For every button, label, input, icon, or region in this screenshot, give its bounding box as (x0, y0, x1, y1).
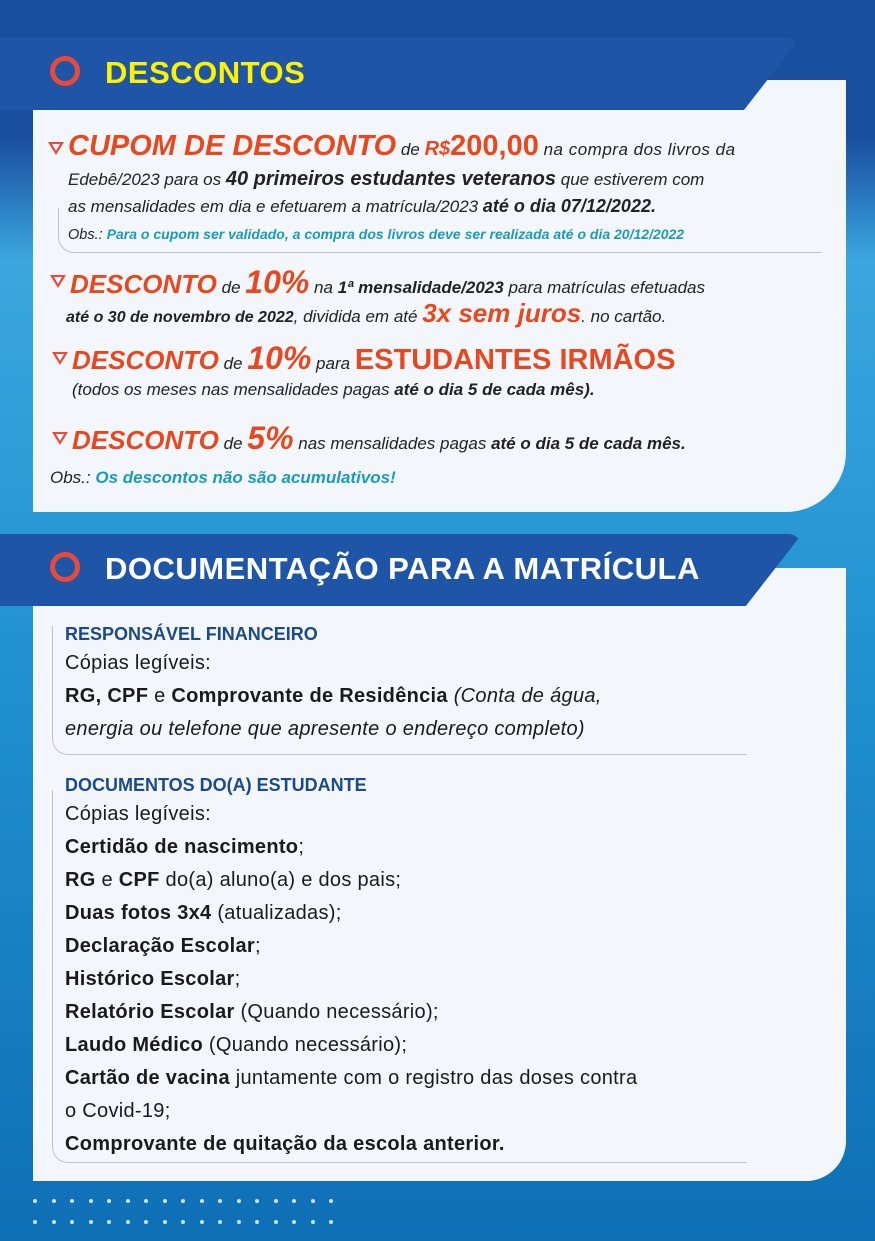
triangle-bullet-icon (52, 432, 68, 445)
cupom-line2a: Edebê/2023 para os (68, 170, 222, 189)
desconto1-line2b: , dividida em até (293, 307, 418, 326)
desconto2-line2b: até o dia 5 de cada mês). (394, 380, 595, 399)
desconto1-pct: 10% (245, 264, 310, 300)
desconto3-de: de (223, 434, 243, 453)
desconto2-line-2 (72, 380, 595, 400)
desconto1-date: até o 30 de novembro de 2022 (66, 309, 294, 326)
doc-item-bold: Duas fotos 3x4 (65, 902, 212, 924)
desconto2-label: DESCONTO (72, 345, 219, 375)
responsavel-heading: RESPONSÁVEL FINANCEIRO (65, 624, 318, 644)
doc-item-historico (65, 968, 240, 991)
cupom-line-2 (68, 168, 704, 191)
cupom-rest1: na compra dos livros da (543, 140, 736, 159)
doc-item-rg-cpf (65, 869, 401, 892)
doc-item-bold: Relatório Escolar (65, 1001, 235, 1023)
divider-curve (58, 208, 822, 253)
desconto1-na: na (314, 278, 333, 297)
desconto3-line (72, 420, 686, 457)
doc-item-mid: e (101, 869, 113, 891)
cupom-veteranos: 40 primeiros estudantes veteranos (225, 168, 556, 190)
cupom-line3a: as mensalidades em dia e efetuarem a matrícula/2023 (68, 197, 479, 216)
descontos-obs-label: Obs.: (50, 468, 91, 487)
responsavel-paren2: energia ou telefone que apresente o endereço completo) (65, 718, 585, 740)
doc-item-rest: o Covid-19; (65, 1100, 171, 1122)
doc-item-rest: ; (298, 836, 305, 858)
desconto1-line-1 (70, 264, 705, 301)
doc-item-laudo (65, 1034, 407, 1057)
documentacao-title: DOCUMENTAÇÃO PARA A MATRÍCULA (105, 551, 700, 586)
doc-item-rest: do(a) aluno(a) e dos pais; (165, 869, 402, 891)
desconto2-para: para (316, 354, 351, 373)
responsavel-rg: RG, CPF (65, 685, 149, 707)
doc-item-rest: ; (254, 935, 261, 957)
doc-item-rest: (atualizadas); (217, 902, 342, 924)
doc-item-rest: ; (234, 968, 241, 990)
circle-icon (50, 552, 80, 582)
cupom-line-1 (68, 130, 736, 163)
doc-item-fotos (65, 902, 342, 925)
doc-item-quitacao (65, 1133, 505, 1156)
desconto3-rest2: até o dia 5 de cada mês. (491, 434, 686, 453)
desconto3-pct: 5% (247, 420, 294, 456)
desconto2-irmaos: ESTUDANTES IRMÃOS (354, 344, 676, 376)
desconto3-label: DESCONTO (72, 425, 219, 455)
doc-item-bold: Laudo Médico (65, 1034, 204, 1056)
doc-item-relatorio (65, 1001, 439, 1024)
cupom-line2c: que estiverem com (560, 170, 705, 189)
decorative-dots-row (33, 1199, 333, 1203)
desconto1-juros: 3x sem juros (422, 298, 582, 328)
desconto1-label: DESCONTO (70, 269, 217, 299)
doc-item-bold: Cartão de vacina (65, 1067, 230, 1089)
cupom-amount: 200,00 (450, 130, 539, 162)
desconto1-rest1: para matrículas efetuadas (508, 278, 705, 297)
triangle-bullet-icon (52, 352, 68, 365)
cupom-obs-label: Obs.: (68, 227, 103, 243)
cupom-deadline: até o dia 07/12/2022. (482, 196, 656, 216)
doc-item-bold: RG (65, 869, 96, 891)
doc-item-bold: Declaração Escolar (65, 935, 255, 957)
responsavel-e: e (154, 685, 166, 707)
desconto2-pct: 10% (247, 340, 312, 376)
responsavel-docs-line-1 (65, 685, 602, 708)
doc-item-rest: (Quando necessário); (208, 1034, 408, 1056)
doc-item-bold2: CPF (118, 869, 160, 891)
responsavel-copias: Cópias legíveis: (65, 652, 211, 674)
doc-item-bold: Certidão de nascimento (65, 836, 299, 858)
decorative-dots-row (33, 1220, 333, 1224)
desconto1-mensalidade: 1ª mensalidade/2023 (337, 278, 504, 297)
descontos-obs-text: Os descontos não são acumulativos! (95, 468, 396, 487)
doc-item-vacina (65, 1067, 637, 1090)
estudante-heading: DOCUMENTOS DO(A) ESTUDANTE (65, 775, 367, 795)
cupom-label: CUPOM DE DESCONTO (68, 130, 397, 162)
doc-item-certidao (65, 836, 304, 859)
doc-item-covid (65, 1100, 171, 1123)
desconto1-line-2 (66, 298, 666, 329)
cupom-de: de (400, 140, 420, 159)
desconto1-de: de (221, 278, 241, 297)
responsavel-comprovante: Comprovante de Residência (171, 685, 448, 707)
desconto2-line2a: (todos os meses nas mensalidades pagas (72, 380, 390, 399)
triangle-bullet-icon (48, 142, 64, 155)
desconto3-rest1: nas mensalidades pagas (298, 434, 487, 453)
triangle-bullet-icon (50, 275, 66, 288)
responsavel-docs-line-2 (65, 718, 585, 741)
doc-item-rest: juntamente com o registro das doses contra (235, 1067, 638, 1089)
circle-icon (50, 56, 80, 86)
cupom-currency: R$ (424, 138, 451, 160)
estudante-copias: Cópias legíveis: (65, 803, 211, 825)
doc-item-bold: Histórico Escolar (65, 968, 235, 990)
desconto2-line-1 (72, 340, 675, 377)
doc-item-declaracao (65, 935, 261, 958)
desconto1-line2c: . no cartão. (581, 307, 667, 326)
descontos-obs (50, 468, 396, 488)
responsavel-paren1: (Conta de água, (453, 685, 602, 707)
cupom-obs-text: Para o cupom ser validado, a compra dos livros deve ser realizada até o dia 20/12/2022 (106, 226, 685, 242)
doc-item-bold: Comprovante de quitação da escola anterior. (65, 1133, 505, 1155)
desconto2-de: de (223, 354, 243, 373)
descontos-title: DESCONTOS (105, 55, 306, 90)
doc-item-rest: (Quando necessário); (240, 1001, 439, 1023)
